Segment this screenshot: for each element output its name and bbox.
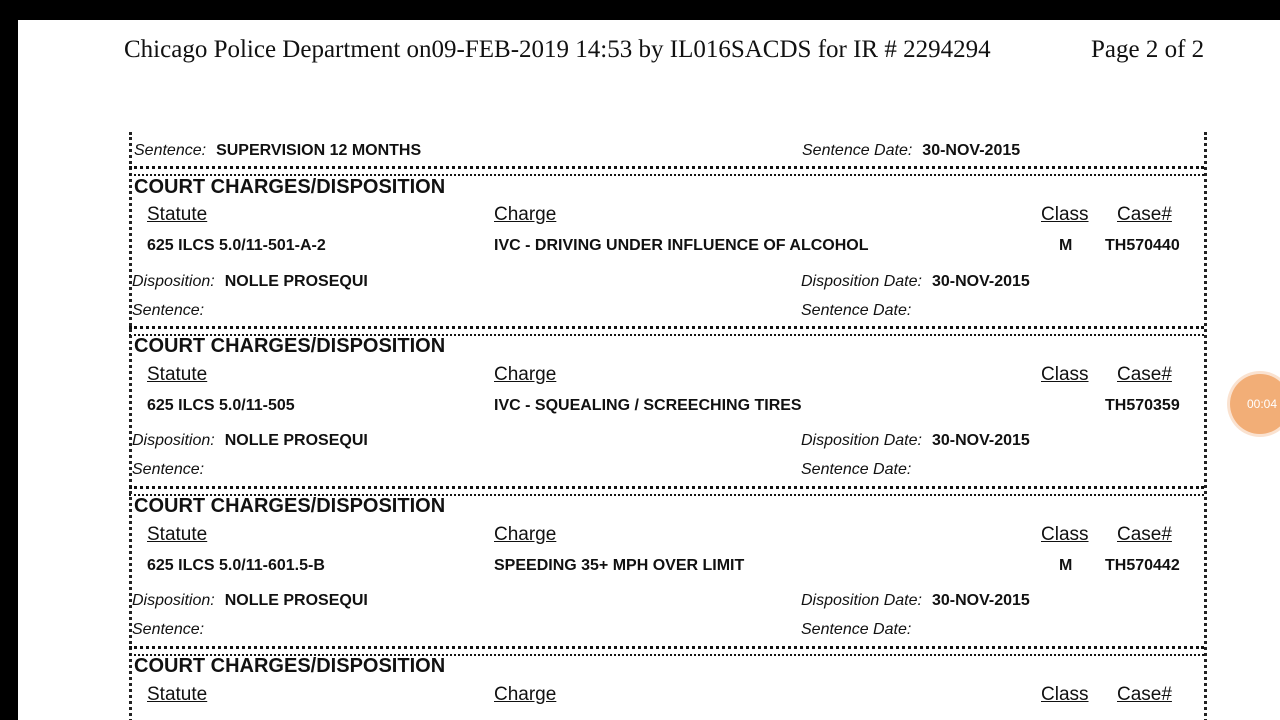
case-value: TH570442 (1105, 557, 1180, 574)
class-header: Class (1041, 684, 1089, 705)
disposition-date-label: Disposition Date: (801, 592, 922, 609)
disposition-value: NOLLE PROSEQUI (224, 592, 368, 609)
disposition-date-row (801, 273, 1030, 291)
section-title: COURT CHARGES/DISPOSITION (134, 335, 446, 357)
case-value: TH570440 (1105, 237, 1180, 254)
charge-header: Charge (494, 204, 557, 225)
class-header: Class (1041, 364, 1089, 385)
disposition-label: Disposition: (132, 432, 215, 449)
sentence-label: Sentence: (132, 461, 205, 478)
page-header: Chicago Police Department on09-FEB-2019 14:53 by IL016SACDS for IR # 2294294 (124, 36, 991, 63)
top-sentence-row (134, 142, 421, 160)
sentence-label: Sentence: (132, 302, 205, 319)
section-title: COURT CHARGES/DISPOSITION (134, 495, 446, 517)
statute-header: Statute (147, 364, 208, 385)
charge-value: SPEEDING 35+ MPH OVER LIMIT (494, 557, 745, 574)
sentence-date-label: Sentence Date: (802, 142, 913, 159)
disposition-date-value: 30-NOV-2015 (931, 273, 1030, 290)
disposition-row (132, 432, 368, 450)
document-page (18, 20, 1280, 720)
case-value: TH570359 (1105, 397, 1180, 414)
case-header: Case# (1117, 524, 1172, 545)
top-sentence-date-row (802, 142, 1020, 160)
disposition-value: NOLLE PROSEQUI (224, 432, 368, 449)
section-separator (129, 166, 1204, 176)
section-title: COURT CHARGES/DISPOSITION (134, 655, 446, 677)
charge-value: IVC - SQUEALING / SCREECHING TIRES (494, 397, 802, 414)
disposition-label: Disposition: (132, 273, 215, 290)
class-header: Class (1041, 204, 1089, 225)
sentence-label: Sentence: (132, 621, 205, 638)
charge-value: IVC - DRIVING UNDER INFLUENCE OF ALCOHOL (494, 237, 869, 254)
timer-text: 00:04 (1247, 397, 1278, 411)
section-title: COURT CHARGES/DISPOSITION (134, 176, 446, 198)
case-header: Case# (1117, 364, 1172, 385)
report-body (129, 132, 1207, 720)
sentence-date-label: Sentence Date: (801, 621, 912, 638)
sentence-value: SUPERVISION 12 MONTHS (216, 142, 422, 159)
class-value: M (1059, 557, 1073, 574)
disposition-row (132, 273, 368, 291)
disposition-date-row (801, 592, 1030, 610)
disposition-date-row (801, 432, 1030, 450)
class-header: Class (1041, 524, 1089, 545)
case-header: Case# (1117, 684, 1172, 705)
statute-value: 625 ILCS 5.0/11-505 (147, 397, 295, 414)
disposition-value: NOLLE PROSEQUI (224, 273, 368, 290)
sentence-date-label: Sentence Date: (801, 461, 912, 478)
case-header: Case# (1117, 204, 1172, 225)
sentence-date-label: Sentence Date: (801, 302, 912, 319)
statute-header: Statute (147, 204, 208, 225)
disposition-date-value: 30-NOV-2015 (931, 432, 1030, 449)
disposition-date-label: Disposition Date: (801, 273, 922, 290)
disposition-label: Disposition: (132, 592, 215, 609)
charge-header: Charge (494, 684, 557, 705)
page-number: Page 2 of 2 (1091, 36, 1205, 63)
statute-value: 625 ILCS 5.0/11-501-A-2 (147, 237, 326, 254)
statute-header: Statute (147, 524, 208, 545)
sentence-label: Sentence: (134, 142, 207, 159)
sentence-date-value: 30-NOV-2015 (922, 142, 1021, 159)
class-value: M (1059, 237, 1073, 254)
disposition-date-value: 30-NOV-2015 (931, 592, 1030, 609)
charge-header: Charge (494, 364, 557, 385)
charge-header: Charge (494, 524, 557, 545)
statute-header: Statute (147, 684, 208, 705)
statute-value: 625 ILCS 5.0/11-601.5-B (147, 557, 325, 574)
disposition-row (132, 592, 368, 610)
disposition-date-label: Disposition Date: (801, 432, 922, 449)
